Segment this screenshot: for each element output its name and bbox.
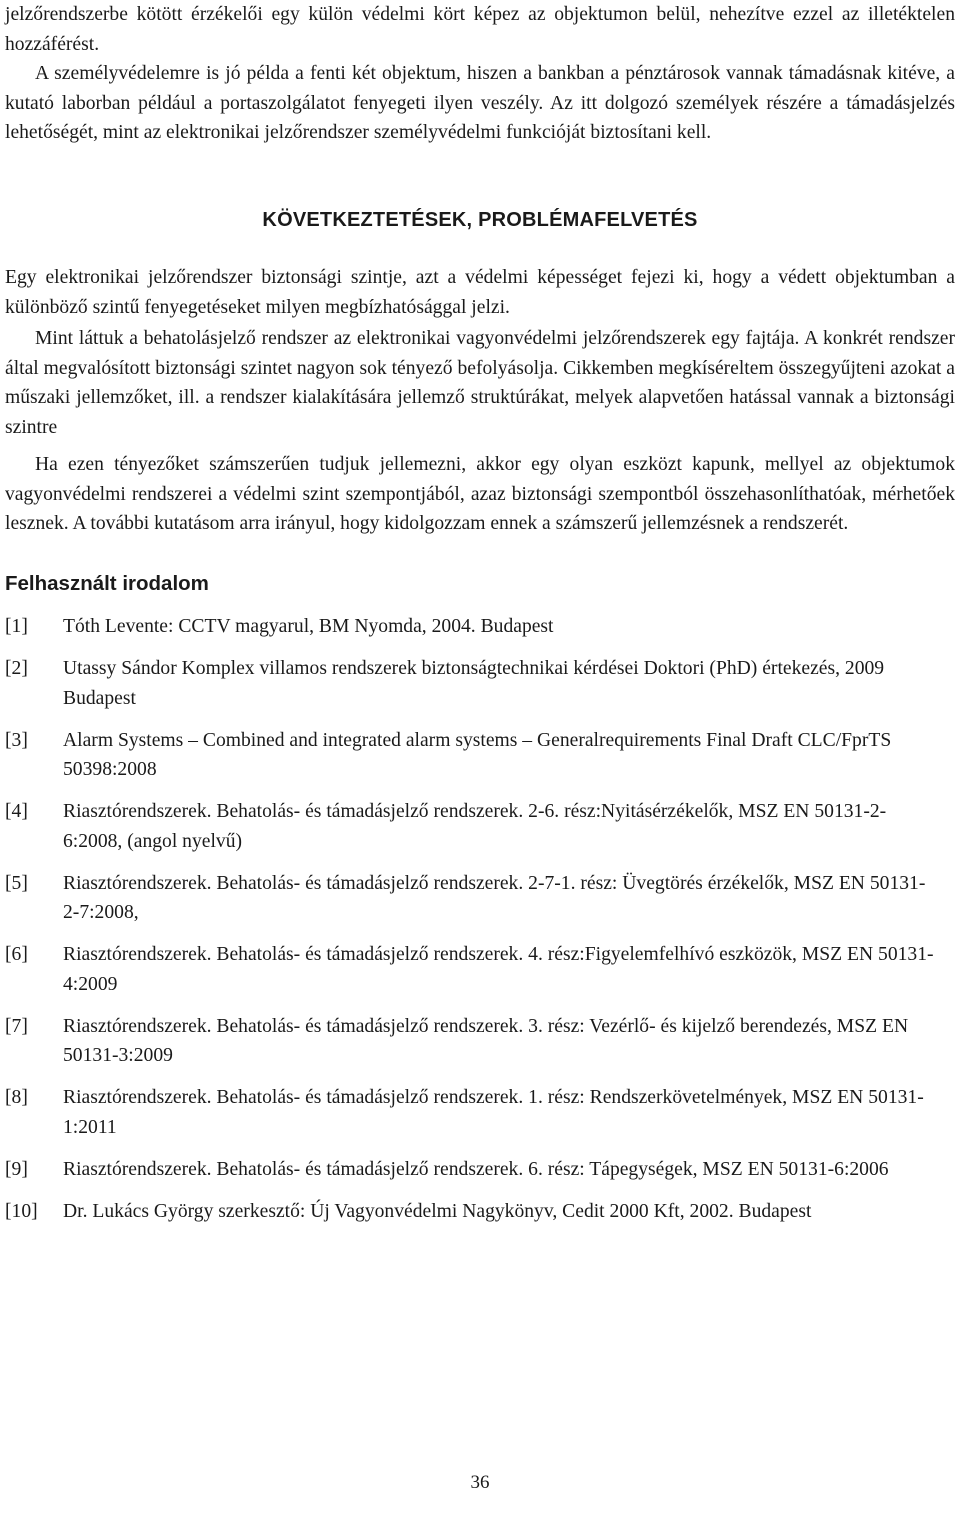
document-page bbox=[5, 0, 955, 1239]
reference-number: [8] bbox=[5, 1087, 28, 1108]
reference-number: [2] bbox=[5, 658, 28, 679]
reference-item bbox=[5, 726, 955, 785]
reference-text: Alarm Systems – Combined and integrated alarm systems – Generalrequirements Final Draft CLC/FprTS 50398:2008 bbox=[63, 729, 892, 780]
reference-text: Riasztórendszerek. Behatolás- és támadásjelző rendszerek. 4. rész:Figyelemfelhívó eszközök, MSZ EN 50131-4:2009 bbox=[63, 944, 934, 995]
reference-item bbox=[5, 612, 955, 642]
reference-item bbox=[5, 940, 955, 999]
reference-item bbox=[5, 797, 955, 856]
reference-number: [4] bbox=[5, 801, 28, 822]
reference-text: Riasztórendszerek. Behatolás- és támadásjelző rendszerek. 6. rész: Tápegységek, MSZ EN 50131-6:2006 bbox=[63, 1158, 889, 1180]
reference-text: Utassy Sándor Komplex villamos rendszerek biztonságtechnikai kérdései Doktori (PhD) értekezés, 2009 Budapest bbox=[63, 658, 885, 709]
reference-text: Riasztórendszerek. Behatolás- és támadásjelző rendszerek. 3. rész: Vezérlő- és kijelző berendezés, MSZ EN 50131-3:2009 bbox=[63, 1015, 909, 1066]
reference-item bbox=[5, 654, 955, 713]
references-heading: Felhasznált irodalom bbox=[5, 571, 209, 595]
reference-number: [1] bbox=[5, 616, 28, 637]
body-paragraph-continued: jelzőrendszerbe kötött érzékelői egy külön védelmi kört képez az objektumon belül, nehezítve ezzel az illetéktelen hozzáférést. bbox=[5, 4, 955, 55]
reference-number: [9] bbox=[5, 1158, 28, 1180]
page-number: 36 bbox=[470, 1472, 490, 1493]
conclusions-heading: KÖVETKEZTETÉSEK, PROBLÉMAFELVETÉS bbox=[262, 208, 698, 231]
reference-list bbox=[5, 612, 955, 1226]
reference-text: Riasztórendszerek. Behatolás- és támadásjelző rendszerek. 1. rész: Rendszerkövetelmények, MSZ EN 50131-1:2011 bbox=[63, 1087, 924, 1138]
reference-number: [5] bbox=[5, 872, 28, 894]
reference-number: [7] bbox=[5, 1015, 28, 1037]
reference-text: Riasztórendszerek. Behatolás- és támadásjelző rendszerek. 2-7-1. rész: Üvegtörés érzékelők, MSZ EN 50131-2-7:2008, bbox=[63, 872, 926, 923]
conclusions-paragraph-1: Egy elektronikai jelzőrendszer biztonsági szintje, azt a védelmi képességet fejezi ki, hogy a védett objektumban a különböző szintű fenyegetéseket milyen megbízhatósággal jelzi. bbox=[5, 267, 955, 318]
reference-text: Riasztórendszerek. Behatolás- és támadásjelző rendszerek. 2-6. rész:Nyitásérzékelők, MSZ EN 50131-2-6:2008, (angol nyelvű) bbox=[63, 801, 887, 852]
reference-text: Tóth Levente: CCTV magyarul, BM Nyomda, 2004. Budapest bbox=[63, 616, 554, 637]
reference-item bbox=[5, 869, 955, 928]
reference-number: [10] bbox=[5, 1200, 38, 1222]
reference-item bbox=[5, 1155, 955, 1185]
reference-item bbox=[5, 1083, 955, 1142]
conclusions-paragraph-3: Ha ezen tényezőket számszerűen tudjuk jellemezni, akkor egy olyan eszközt kapunk, mellyel az objektumok vagyonvédelmi rendszerei a védelmi szint szempontjából, azaz biztonsági szempontból összehasonlíthatóak, mérhetőek lesznek. A további kutatásom arra irányul, hogy kidolgozzam ennek a számszerű jellemzésnek a rendszerét. bbox=[5, 454, 955, 534]
reference-number: [6] bbox=[5, 944, 28, 965]
body-paragraph-personal-protection: A személyvédelemre is jó példa a fenti két objektum, hiszen a bankban a pénztárosok vannak támadásnak kitéve, a kutató laborban például a portaszolgálatot fenyegeti ilyen veszély. Az itt dolgozó személyek részére a támadásjelzés lehetőségét, mint az elektronikai jelzőrendszer személyvédelmi funkcióját biztosítani kell. bbox=[5, 63, 955, 143]
conclusions-paragraph-2: Mint láttuk a behatolásjelző rendszer az elektronikai vagyonvédelmi jelzőrendszerek egy fajtája. A konkrét rendszer által megvalósított biztonsági szintet nagyon sok tényező befolyásolja. Cikkemben megkíséreltem összegyűjteni azokat a műszaki jellemzőket, ill. a rendszer kialakítására jellemző struktúrákat, melyek alapvetően hatással vannak a biztonsági szintre bbox=[5, 328, 955, 438]
reference-item bbox=[5, 1197, 955, 1227]
reference-number: [3] bbox=[5, 729, 28, 751]
reference-item bbox=[5, 1012, 955, 1071]
reference-text: Dr. Lukács György szerkesztő: Új Vagyonvédelmi Nagykönyv, Cedit 2000 Kft, 2002. Budapest bbox=[63, 1200, 812, 1222]
